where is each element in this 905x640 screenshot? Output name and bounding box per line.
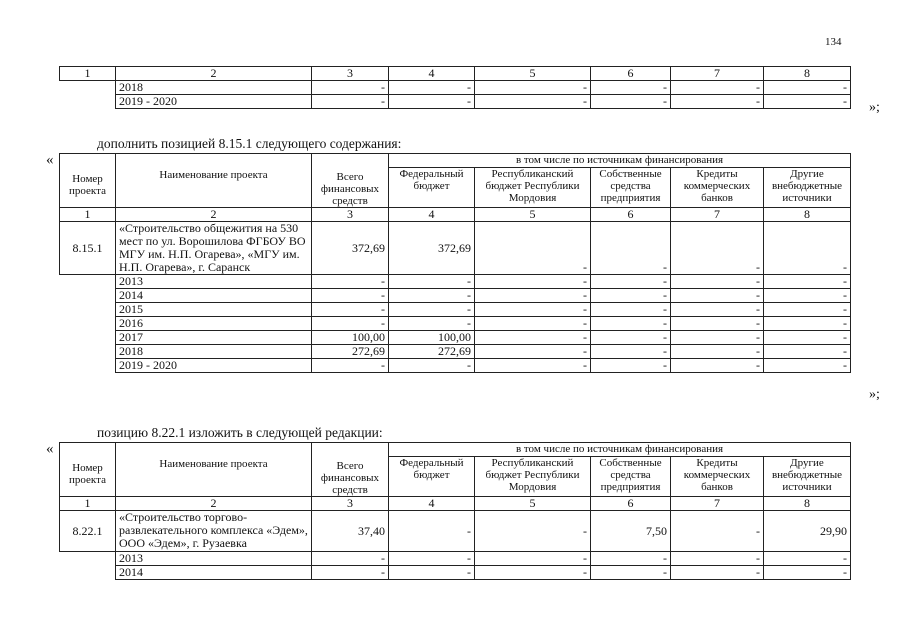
empty-cell [60,359,116,373]
index-cell: 3 [312,497,389,511]
value-cell: - [764,345,851,359]
value-cell: - [389,95,475,109]
table-row [60,81,851,95]
header-credit: Кредиты коммерческих банков [671,168,764,208]
value-cell: - [389,552,475,566]
table-row [60,552,851,566]
empty-cell [60,303,116,317]
empty-cell [60,81,116,95]
value-cell: - [591,81,671,95]
header-federal: Федеральный бюджет [389,457,475,497]
opening-quote: « [46,441,54,457]
empty-cell [60,275,116,289]
value-cell: - [389,566,475,580]
index-row [60,67,851,81]
header-other: Другие внебюджетные источники [764,168,851,208]
empty-cell [60,331,116,345]
value-cell: - [591,566,671,580]
year-cell: 2018 [116,345,312,359]
value-cell: - [389,81,475,95]
year-cell: 2016 [116,317,312,331]
value-cell: - [475,81,591,95]
value-cell: 100,00 [312,331,389,345]
header-row [60,154,851,168]
header-number: Номер проекта [60,154,116,208]
header-name: Наименование проекта [116,154,312,208]
index-cell: 6 [591,67,671,81]
table-row [60,275,851,289]
value-cell: - [764,359,851,373]
index-cell: 3 [312,67,389,81]
value-cell: - [671,345,764,359]
value-cell: 37,40 [312,511,389,552]
empty-cell [60,566,116,580]
year-cell: 2019 - 2020 [116,95,312,109]
value-cell: - [475,289,591,303]
value-cell: - [671,275,764,289]
table-row [60,331,851,345]
value-cell: 7,50 [591,511,671,552]
header-republic: Республиканский бюджет Республики Мордовия [475,457,591,497]
index-cell: 4 [389,208,475,222]
value-cell: - [475,275,591,289]
value-cell: 372,69 [389,222,475,275]
header-total: Всего финансовых средств [312,443,389,497]
table-position-8-22-1 [59,442,851,580]
value-cell: - [475,359,591,373]
value-cell: 272,69 [389,345,475,359]
header-own: Собственные средства предприятия [591,457,671,497]
value-cell: - [671,289,764,303]
value-cell: - [764,566,851,580]
section-intro: дополнить позицией 8.15.1 следующего содержания: [97,136,402,151]
value-cell: - [764,222,851,275]
index-cell: 7 [671,208,764,222]
value-cell: - [671,81,764,95]
index-cell: 7 [671,497,764,511]
value-cell: - [591,331,671,345]
index-row [60,497,851,511]
index-cell: 5 [475,497,591,511]
header-federal: Федеральный бюджет [389,168,475,208]
index-cell: 8 [764,497,851,511]
project-number: 8.22.1 [60,511,116,552]
value-cell: - [591,317,671,331]
table-row [60,359,851,373]
index-cell: 2 [116,67,312,81]
table-position-8-15-1 [59,153,851,373]
index-cell: 7 [671,67,764,81]
value-cell: - [312,275,389,289]
value-cell: - [312,95,389,109]
header-other: Другие внебюджетные источники [764,457,851,497]
header-group: в том числе по источникам финансирования [389,443,851,457]
index-cell: 8 [764,67,851,81]
index-cell: 6 [591,208,671,222]
value-cell: - [312,566,389,580]
value-cell: - [312,317,389,331]
value-cell: 100,00 [389,331,475,345]
value-cell: - [591,345,671,359]
empty-cell [60,345,116,359]
value-cell: - [475,331,591,345]
value-cell: - [671,317,764,331]
opening-quote: « [46,152,54,168]
header-group: в том числе по источникам финансирования [389,154,851,168]
value-cell: - [764,95,851,109]
header-republic: Республиканский бюджет Республики Мордовия [475,168,591,208]
value-cell: - [671,222,764,275]
value-cell: - [389,303,475,317]
index-cell: 2 [116,208,312,222]
value-cell: - [475,222,591,275]
value-cell: - [591,95,671,109]
project-row [60,222,851,275]
table-row [60,95,851,109]
header-name: Наименование проекта [116,443,312,497]
closing-mark: »; [869,100,880,115]
value-cell: - [671,331,764,345]
project-name: «Строительство общежития на 530 мест по ул. Ворошилова ФГБОУ ВО МГУ им. Н.П. Огарева», «МГУ им. Н.П. Огарева», г. Саранск [116,222,312,275]
value-cell: - [475,303,591,317]
value-cell: - [389,317,475,331]
value-cell: - [475,95,591,109]
index-cell: 5 [475,67,591,81]
value-cell: - [764,552,851,566]
value-cell: - [671,566,764,580]
value-cell: - [312,289,389,303]
value-cell: - [389,511,475,552]
index-cell: 1 [60,67,116,81]
project-number: 8.15.1 [60,222,116,275]
value-cell: - [671,303,764,317]
year-cell: 2015 [116,303,312,317]
value-cell: - [312,359,389,373]
table-row [60,566,851,580]
table-row [60,345,851,359]
page-number: 134 [825,36,842,48]
value-cell: - [764,317,851,331]
value-cell: - [671,552,764,566]
closing-mark: »; [869,387,880,402]
empty-cell [60,95,116,109]
year-cell: 2014 [116,566,312,580]
index-cell: 5 [475,208,591,222]
value-cell: - [389,359,475,373]
header-credit: Кредиты коммерческих банков [671,457,764,497]
index-cell: 8 [764,208,851,222]
index-row [60,208,851,222]
value-cell: - [475,345,591,359]
value-cell: 372,69 [312,222,389,275]
value-cell: - [764,81,851,95]
table-row [60,303,851,317]
year-cell: 2013 [116,552,312,566]
project-row [60,511,851,552]
table-row [60,317,851,331]
value-cell: - [312,303,389,317]
value-cell: - [591,222,671,275]
value-cell: - [591,303,671,317]
index-cell: 4 [389,497,475,511]
value-cell: - [475,566,591,580]
value-cell: - [671,359,764,373]
value-cell: - [475,317,591,331]
value-cell: - [671,511,764,552]
table-row [60,289,851,303]
value-cell: - [591,289,671,303]
value-cell: - [312,81,389,95]
year-cell: 2017 [116,331,312,345]
table-continuation [59,66,851,109]
index-cell: 1 [60,497,116,511]
header-number: Номер проекта [60,443,116,497]
value-cell: - [389,275,475,289]
value-cell: - [764,275,851,289]
value-cell: - [764,303,851,317]
value-cell: - [591,359,671,373]
index-cell: 6 [591,497,671,511]
empty-cell [60,317,116,331]
index-cell: 3 [312,208,389,222]
value-cell: - [312,552,389,566]
value-cell: - [671,95,764,109]
index-cell: 4 [389,67,475,81]
year-cell: 2019 - 2020 [116,359,312,373]
index-cell: 1 [60,208,116,222]
header-row [60,443,851,457]
value-cell: - [475,511,591,552]
empty-cell [60,289,116,303]
year-cell: 2018 [116,81,312,95]
value-cell: - [591,552,671,566]
value-cell: - [764,289,851,303]
value-cell: - [389,289,475,303]
project-name: «Строительство торгово-развлекательного комплекса «Эдем», ООО «Эдем», г. Рузаевка [116,511,312,552]
year-cell: 2014 [116,289,312,303]
header-total: Всего финансовых средств [312,154,389,208]
value-cell: 272,69 [312,345,389,359]
value-cell: - [764,331,851,345]
year-cell: 2013 [116,275,312,289]
value-cell: 29,90 [764,511,851,552]
index-cell: 2 [116,497,312,511]
empty-cell [60,552,116,566]
value-cell: - [475,552,591,566]
section-intro: позицию 8.22.1 изложить в следующей редакции: [97,425,383,440]
header-own: Собственные средства предприятия [591,168,671,208]
value-cell: - [591,275,671,289]
